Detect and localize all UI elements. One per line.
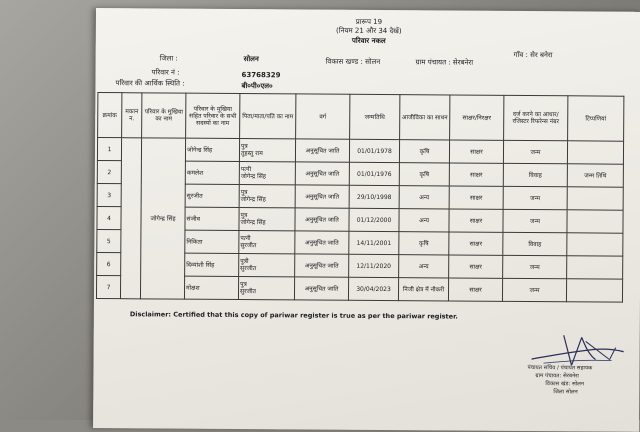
remarks-cell [567,233,623,256]
serial-cell: 1 [97,138,121,161]
economic-status-value: बी०पी०एल० [241,82,273,91]
relative-cell [239,231,295,254]
category-cell: अनुसूचित जाति [295,231,349,254]
head-of-family-cell: जोगेन्द्र सिंह [140,138,185,299]
family-number-value: 63768329 [241,71,281,80]
relation-type: पत्नी [240,166,252,174]
member-name-cell: कमलेश [185,161,239,184]
column-header: वर्ग [296,94,350,139]
relative-cell [239,185,295,208]
house-number-cell [120,138,141,299]
district-label: जिला : [159,54,178,63]
column-header: परिवार के मुखिया का नाम [142,93,186,138]
livelihood-cell: अन्य [399,209,449,232]
disclaimer-text: Disclaimer: Certified that this copy of pariwar register is true as per the pariwar register. [129,310,458,321]
dob-cell: 12/11/2020 [349,254,399,277]
dob-cell: 30/04/2023 [348,277,398,300]
dob-cell: 14/11/2001 [349,231,399,254]
relative-cell [239,139,295,162]
column-header: मकान न. [122,93,142,138]
livelihood-cell: अन्य [399,186,449,209]
literacy-cell: साक्षर [449,163,503,186]
serial-cell: 7 [96,276,120,299]
block-label: विकास खण्ड : सोलन [325,57,381,66]
livelihood-cell: अन्य [399,255,449,278]
remarks-cell: जन्म तिथि [567,164,623,187]
column-header: साक्षर/निरक्षर [450,95,504,140]
basis-cell: जन्म [503,255,567,278]
signatory-panchayat: ग्राम पंचायत: सेरबनेरा [535,373,579,380]
category-cell: अनुसूचित जाति [294,277,348,300]
member-name-cell: जोगेन्द्र सिंह [185,138,239,161]
column-header: परिवार के मुखिया सहित परिवार के सभी सदस्यों का नाम [186,93,240,138]
serial-cell: 6 [97,253,121,276]
remarks-cell [567,256,623,279]
relative-cell [239,208,295,231]
serial-cell: 5 [97,230,121,253]
relative-cell [238,277,294,300]
column-header: पिता/माता/पति का नाम [240,94,296,139]
relation-type: पुत्र [240,189,248,197]
remarks-cell [567,141,623,164]
dob-cell: 01/12/2000 [349,208,399,231]
relation-type: पुत्री [240,258,249,266]
remarks-cell [566,279,622,302]
literacy-cell: साक्षर [448,278,502,301]
rule-reference: (नियम 21 और 34 देखें) [336,26,402,36]
column-header: आजीविका का साधन [400,95,450,140]
member-name-cell: संजीव [185,207,239,230]
signatory-designation: पंचायत सचिव / पंचायत सहायक [527,365,593,372]
livelihood-cell: कृषि [399,140,449,163]
relative-name: तुहस्तु राम [240,150,263,158]
column-header: क्रमांक [98,93,122,138]
family-register-table [96,92,624,303]
literacy-cell: साक्षर [449,209,503,232]
relative-name: सुरजीत [240,265,257,273]
relation-type: पुत्र [240,212,248,220]
serial-cell: 4 [97,207,121,230]
livelihood-cell: निजी क्षेत्र में नौकरी [398,278,448,301]
relative-cell [239,162,295,185]
serial-cell: 2 [97,161,121,184]
relation-type: पत्नी [240,235,251,243]
basis-cell: विवाह [503,232,567,255]
member-name-cell: सुरजीत [185,184,239,207]
table-row [97,138,623,165]
relative-name: जोगेन्द्र सिंह [240,219,266,227]
remarks-cell [567,210,623,233]
literacy-cell: साक्षर [449,232,503,255]
table-header-row [98,93,624,142]
dob-cell: 01/01/1978 [349,139,399,162]
literacy-cell: साक्षर [449,255,503,278]
basis-cell: जन्म [503,140,567,163]
signatory-block: विकास खंड: सोलन [545,381,584,388]
category-cell: अनुसूचित जाति [295,162,349,185]
column-header: टिप्पणियां [568,96,624,141]
category-cell: अनुसूचित जाति [295,139,349,162]
district-value: सोलन [243,55,259,64]
literacy-cell: साक्षर [449,186,503,209]
form-number: प्रारूप 19 [355,17,383,26]
relation-type: पुत्र [240,281,247,289]
literacy-cell: साक्षर [449,140,503,163]
remarks-cell [567,187,623,210]
relative-name: जोगेन्द्र सिंह [240,173,266,181]
serial-cell: 3 [97,184,121,207]
basis-cell: विवाह [503,163,567,186]
signature-block [523,329,633,396]
relative-name: सुरजीत [240,242,257,250]
category-cell: अनुसूचित जाति [295,254,349,277]
livelihood-cell: कृषि [399,232,449,255]
relative-name: सुरजीत [239,288,256,296]
village-label: गाँव : सेर बनेरा [513,50,553,60]
document-sheet [93,8,640,432]
member-name-cell: दिव्यांशी सिंह [185,253,239,276]
member-name-cell: निकिता [185,230,239,253]
dob-cell: 29/10/1998 [349,185,399,208]
basis-cell: जन्म [503,186,567,209]
category-cell: अनुसूचित जाति [295,208,349,231]
basis-cell: जन्म [503,209,567,232]
relative-cell [239,254,295,277]
family-number-label: परिवार नं : [151,68,180,77]
panchayat-label: ग्राम पंचायत : सेरबनेरा [415,58,474,67]
member-name-cell: मोक्षश [184,276,238,299]
document-title: परिवार नकल [351,36,386,46]
table-body [96,138,623,303]
relation-type: पुत्र [241,143,248,151]
basis-cell: जन्म [502,278,566,301]
signatory-district: जिला सोलन [553,389,578,396]
dob-cell: 01/01/1976 [349,162,399,185]
column-header: दर्ज करने का आधार/रजिस्टर रिफरेन्स नंबर [504,95,568,140]
relative-name: जोगेन्द्र सिंह [240,196,266,204]
category-cell: अनुसूचित जाति [295,185,349,208]
column-header: जन्मतिथि [350,94,400,139]
livelihood-cell: कृषि [399,163,449,186]
economic-status-label: परिवार की आर्थिक स्थिति : [115,79,185,88]
